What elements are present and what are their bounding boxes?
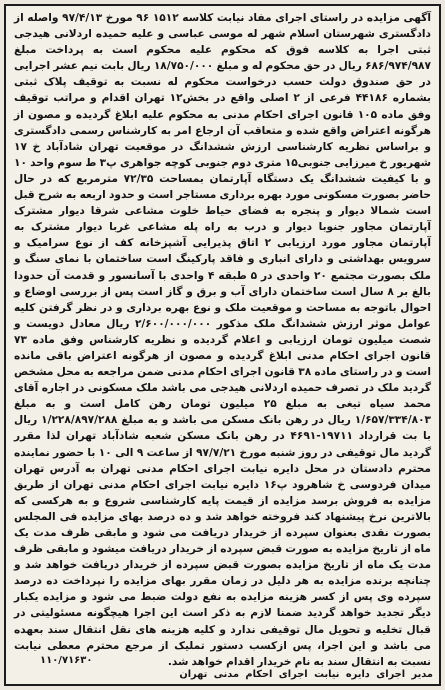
signature-line: مدیر اجرای دایره نیابت اجرای احکام مدنی تهران	[179, 669, 433, 680]
reference-number: ۱۱۰/۷۱۶۳۰	[40, 655, 93, 666]
auction-notice	[4, 4, 441, 686]
notice-body-text: آگهی مزایده در راستای اجرای مفاد نیابت کلاسه ۱۵۱۲ ۹۶ مورخ ۹۷/۴/۱۳ واصله از دادگستری شهرستان اسلام شهر له موسی عباسی و علیه حمیده اردلانی هیدجی ثبتی اجرا به کلاسه فوق که محکوم علیه محکوم است به پرداخت مبلغ ۶۸۶/۹۷۴/۹۸۷ ریال در حق محکوم له و مبلغ ۱۸/۷۵۰/۰۰۰ ریال بابت نیم عشر اجرایی در حق صندوق دولت حسب درخواست محکوم له نسبت به توقیف پلاک ثبتی بشماره ۴۴۱۸۶ فرعی از ۲ اصلی واقع در بخش۱۲ تهران اقدام و مراتب توقیف وفق ماده ۱۰۵ قانون اجرای احکام مدنی به محکوم علیه ابلاغ گردیده و مصون از هرگونه اعتراض واقع شده و متعاقب آن ارجاع امر به کارشناس رسمی دادگستری و براساس نظریه کارشناسی ارزش ششدانگ در موقعیت تهران شادآباد خ ۱۷ شهریور خ میرزایی جنوبی۱۵ متری دوم جنوبی کوچه جواهری پ۳ ط سوم واحد ۱۰ و با کیفیت ششدانگ یک دستگاه آپارتمان بمساحت ۷۲/۳۵ مترمربع که در حال حاضر بصورت مسکونی مورد بهره برداری مستاجر است و حدود اربعه به شرح قبل است شمالا دیوار و پنجره به فضای حیاط خلوت مشاعی شرقا دیوار مشترک آپارتمان مجاور جنوبا دیوار و درب به راه پله مشاعی غربا دیوار مشترک به آپارتمان مجاور مورد ارزیابی ۲ اتاق پذیرایی آشپزخانه کف از نوع سرامیک و سرویس بهداشتی و دارای انباری و فاقد پارکینگ است ساختمان با نمای سنگ و ملک بصورت مجتمع ۲۰ واحدی در ۵ طبقه ۴ واحدی با آسانسور و قدمت آن حدودا بالغ بر ۸ سال است ساختمان دارای آب و برق و گاز است پس از بررسی اوضاع و احوال باتوجه به مساحت و موقعیت ملک و نوع بهره برداری و در نظر گرفتن کلیه عوامل موثر ارزش ششدانگ ملک مذکور ۲/۶۰۰/۰۰۰/۰۰۰ ریال معادل دویست و شصت میلیون تومان ارزیابی و اعلام گردیده و نظریه کارشناس وفق ماده ۷۳ قانون اجرای احکام مدنی ابلاغ گردیده و مصون از هرگونه اعتراض باقی مانده است و در راستای ماده ۳۸ قانون اجرای احکام مدنی ضمن مراجعه به محل مشخص گردید ملک در تصرف حمیده اردلانی هیدجی می باشد ملک مسکونی در اجاره آقای محمد سیاه تیغی به مبلغ ۲۵ میلیون تومان رهن کامل است و به مبلغ ۱/۶۵۷/۳۳۴/۸۰۳ ریال در رهن بانک مسکن می باشد و به مبلغ ۱/۲۲۸/۸۹۷/۲۸۸ ریال با بت قرارداد ۱۹۷۱۱-۴۶۹۱ در رهن بانک مسکن شعبه شادآباد تهران لذا مقرر گردید مال توقیفی در روز شنبه مورخ ۹۷/۷/۲۱ از ساعت ۹ الی ۱۰ با حضور نماینده محترم دادستان در محل دایره نیابت اجرای احکام مدنی تهران به آدرس تهران میدان فردوسی خ شاهرود پ۱۶ دایره نیابت اجرای احکام مدنی تهران از طریق مزایده به فروش برسد مزایده از قیمت پایه کارشناسی شروع و به هرکسی که بالاترین نرخ پیشنهاد کند فروخته خواهد شد و ده درصد بهای مزایده فی المجلس بصورت نقدی بعنوان سپرده از خریدار دریافت می شود و مابقی ظرف مدت یک ماه از تاریخ مزایده به صورت قبض سپرده از خریدار دریافت میشود و مابقی ظرف مدت یک ماه از تاریخ مزایده بصورت قبض سپرده از خریدار دریافت خواهد شد و چنانچه برنده مزایده به هر دلیل در زمان مقرر بهای مزایده را نپرداخت ده درصد سپرده وی پس از کسر هزینه مزایده به نفع دولت ضبط می شود و مزایده یکبار دیگر تجدید خواهد گردید ضمنا لازم به ذکر است این اجرا هیچگونه مسئولیتی در قبال تخلیه و تحویل مال توقیفی ندارد و کلیه هزینه های نقل انتقال سند بعهده می باشد و این اجرا، پس ازکسب دستور تملیک از مرجع محترم معطی نیابت نسبت به انتقال سند به نام خریدار اقدام خواهد شد.	[14, 12, 432, 668]
